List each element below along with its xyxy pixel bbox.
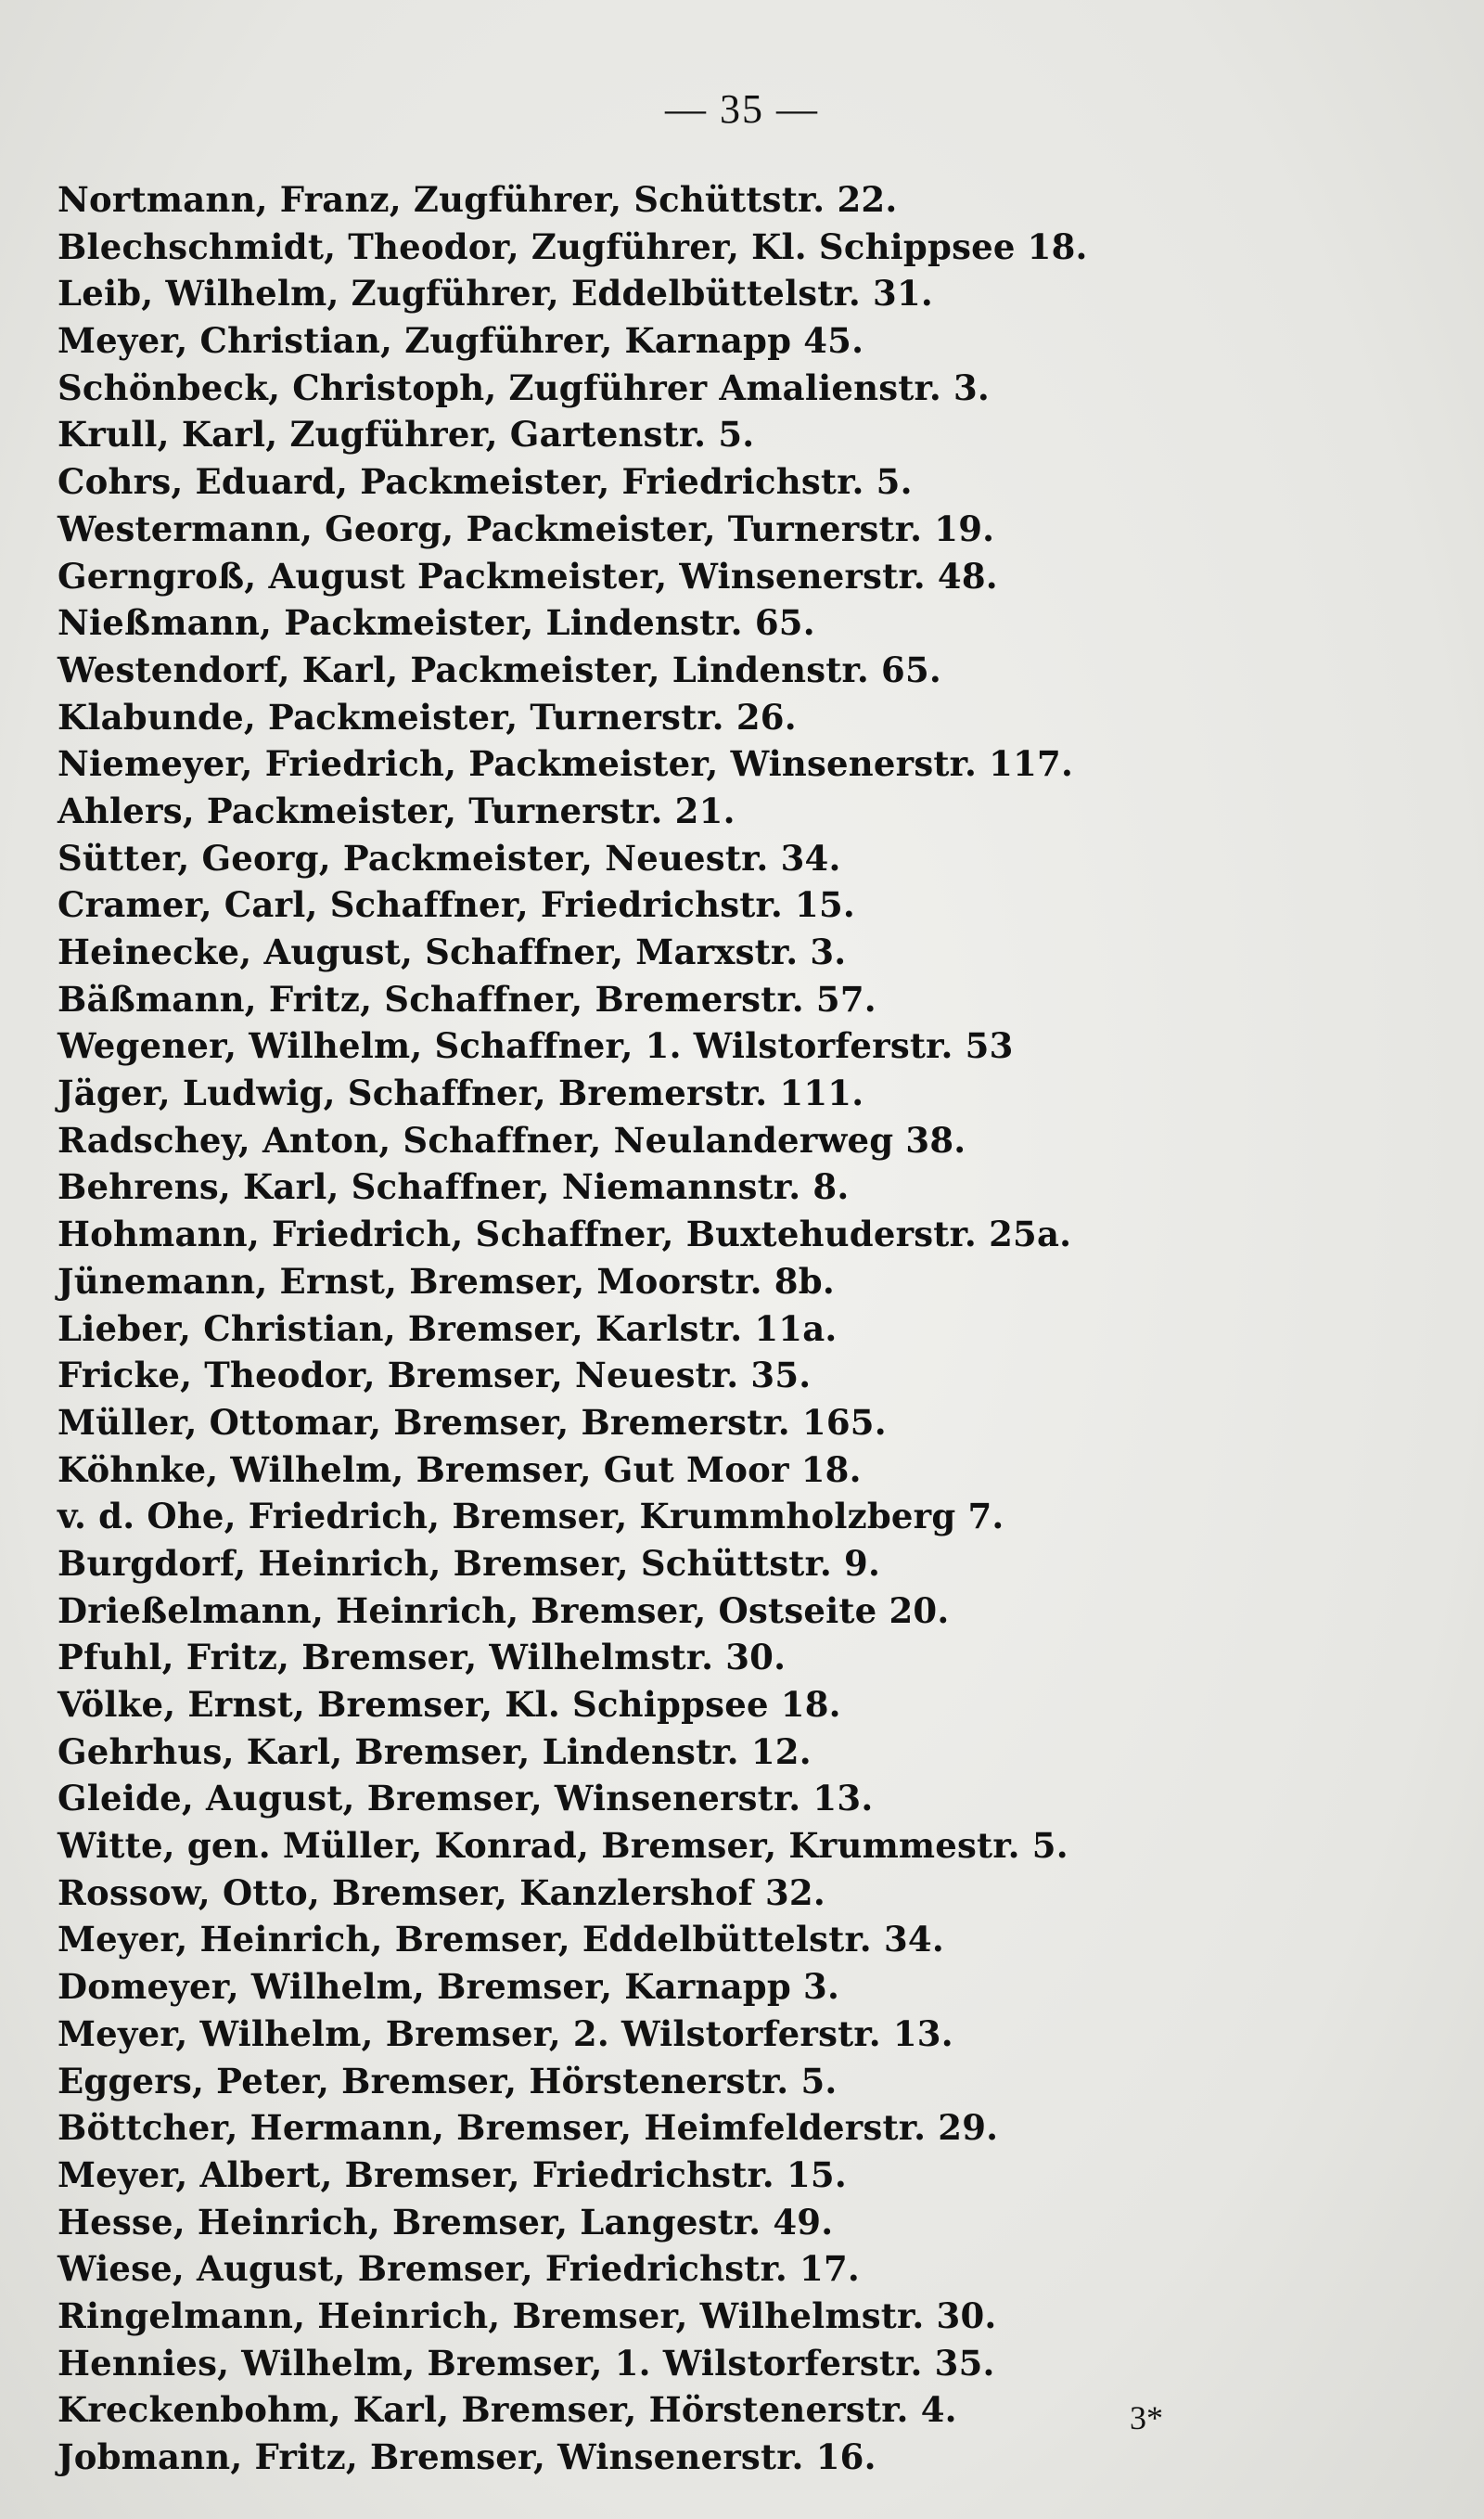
directory-entry: Hennies, Wilhelm, Bremser, 1. Wilstorferstr. 35. (58, 2342, 995, 2384)
directory-entry: Hesse, Heinrich, Bremser, Langestr. 49. (58, 2201, 834, 2243)
directory-entry: Klabunde, Packmeister, Turnerstr. 26. (58, 696, 797, 738)
directory-entry: Nießmann, Packmeister, Lindenstr. 65. (58, 602, 815, 644)
directory-entry: Krull, Karl, Zugführer, Gartenstr. 5. (58, 414, 755, 456)
directory-entry: Meyer, Heinrich, Bremser, Eddelbüttelstr. 34. (58, 1919, 944, 1960)
directory-entry: Wiese, August, Bremser, Friedrichstr. 17. (58, 2248, 860, 2290)
directory-entry: Leib, Wilhelm, Zugführer, Eddelbüttelstr. 31. (58, 273, 934, 315)
directory-entry: Jünemann, Ernst, Bremser, Moorstr. 8b. (58, 1260, 835, 1302)
directory-entry: Müller, Ottomar, Bremser, Bremerstr. 165. (58, 1401, 887, 1443)
directory-entry: Meyer, Wilhelm, Bremser, 2. Wilstorferstr. 13. (58, 2012, 953, 2054)
directory-entry: Nortmann, Franz, Zugführer, Schüttstr. 22. (58, 179, 898, 220)
directory-entry: Meyer, Christian, Zugführer, Karnapp 45. (58, 320, 864, 362)
directory-entry: Blechschmidt, Theodor, Zugführer, Kl. Schippsee 18. (58, 225, 1088, 267)
directory-entry: Domeyer, Wilhelm, Bremser, Karnapp 3. (58, 1966, 840, 2008)
directory-entry: Rossow, Otto, Bremser, Kanzlershof 32. (58, 1871, 825, 1913)
directory-entry: Jobmann, Fritz, Bremser, Winsenerstr. 16. (58, 2436, 876, 2477)
directory-entry: Wegener, Wilhelm, Schaffner, 1. Wilstorferstr. 53 (58, 1025, 1014, 1067)
directory-entry: Lieber, Christian, Bremser, Karlstr. 11a. (58, 1307, 838, 1349)
directory-entry: v. d. Ohe, Friedrich, Bremser, Krummholzberg 7. (58, 1496, 1004, 1537)
sheet-signature: 3* (1130, 2399, 1163, 2436)
directory-entry: Niemeyer, Friedrich, Packmeister, Winsenerstr. 117. (58, 743, 1074, 785)
directory-entry: Behrens, Karl, Schaffner, Niemannstr. 8. (58, 1166, 850, 1208)
directory-entry: Meyer, Albert, Bremser, Friedrichstr. 15. (58, 2153, 847, 2195)
directory-entry: Pfuhl, Fritz, Bremser, Wilhelmstr. 30. (58, 1637, 787, 1678)
directory-entry: Gehrhus, Karl, Bremser, Lindenstr. 12. (58, 1730, 812, 1772)
directory-entry: Sütter, Georg, Packmeister, Neuestr. 34. (58, 837, 841, 879)
directory-entry: Völke, Ernst, Bremser, Kl. Schippsee 18. (58, 1684, 841, 1725)
directory-entry: Schönbeck, Christoph, Zugführer Amalienstr. 3. (58, 366, 991, 408)
directory-entry: Heinecke, August, Schaffner, Marxstr. 3. (58, 932, 847, 972)
directory-entry: Westermann, Georg, Packmeister, Turnerstr. 19. (58, 508, 995, 549)
directory-entry: Köhnke, Wilhelm, Bremser, Gut Moor 18. (58, 1448, 862, 1490)
directory-entry: Jäger, Ludwig, Schaffner, Bremerstr. 111. (58, 1073, 864, 1114)
page-number: — 35 — (665, 86, 819, 132)
directory-entry: Eggers, Peter, Bremser, Hörstenerstr. 5. (58, 2060, 838, 2101)
directory-entry: Bäßmann, Fritz, Schaffner, Bremerstr. 57. (58, 978, 876, 1020)
directory-entry: Kreckenbohm, Karl, Bremser, Hörstenerstr. 4. (58, 2389, 957, 2431)
directory-entry: Fricke, Theodor, Bremser, Neuestr. 35. (58, 1355, 812, 1396)
directory-entry: Westendorf, Karl, Packmeister, Lindenstr. 65. (58, 649, 941, 690)
directory-entry: Hohmann, Friedrich, Schaffner, Buxtehuderstr. 25a. (58, 1214, 1072, 1255)
directory-entry: Burgdorf, Heinrich, Bremser, Schüttstr. 9. (58, 1542, 881, 1584)
directory-entry: Gleide, August, Bremser, Winsenerstr. 13. (58, 1778, 874, 1819)
directory-entry: Witte, gen. Müller, Konrad, Bremser, Krummestr. 5. (58, 1825, 1068, 1867)
directory-entry: Ringelmann, Heinrich, Bremser, Wilhelmstr. 30. (58, 2294, 997, 2336)
directory-entry: Böttcher, Hermann, Bremser, Heimfelderstr. 29. (58, 2107, 999, 2149)
directory-entry: Drießelmann, Heinrich, Bremser, Ostseite 20. (58, 1589, 950, 1631)
directory-entry: Radschey, Anton, Schaffner, Neulanderweg 38. (58, 1119, 966, 1161)
directory-entry: Cohrs, Eduard, Packmeister, Friedrichstr. 5. (58, 461, 913, 503)
directory-entry: Ahlers, Packmeister, Turnerstr. 21. (58, 790, 736, 831)
directory-entry: Cramer, Carl, Schaffner, Friedrichstr. 15. (58, 884, 855, 926)
directory-entry: Gerngroß, August Packmeister, Winsenerstr. 48. (58, 555, 998, 597)
directory-list (58, 176, 1449, 2481)
